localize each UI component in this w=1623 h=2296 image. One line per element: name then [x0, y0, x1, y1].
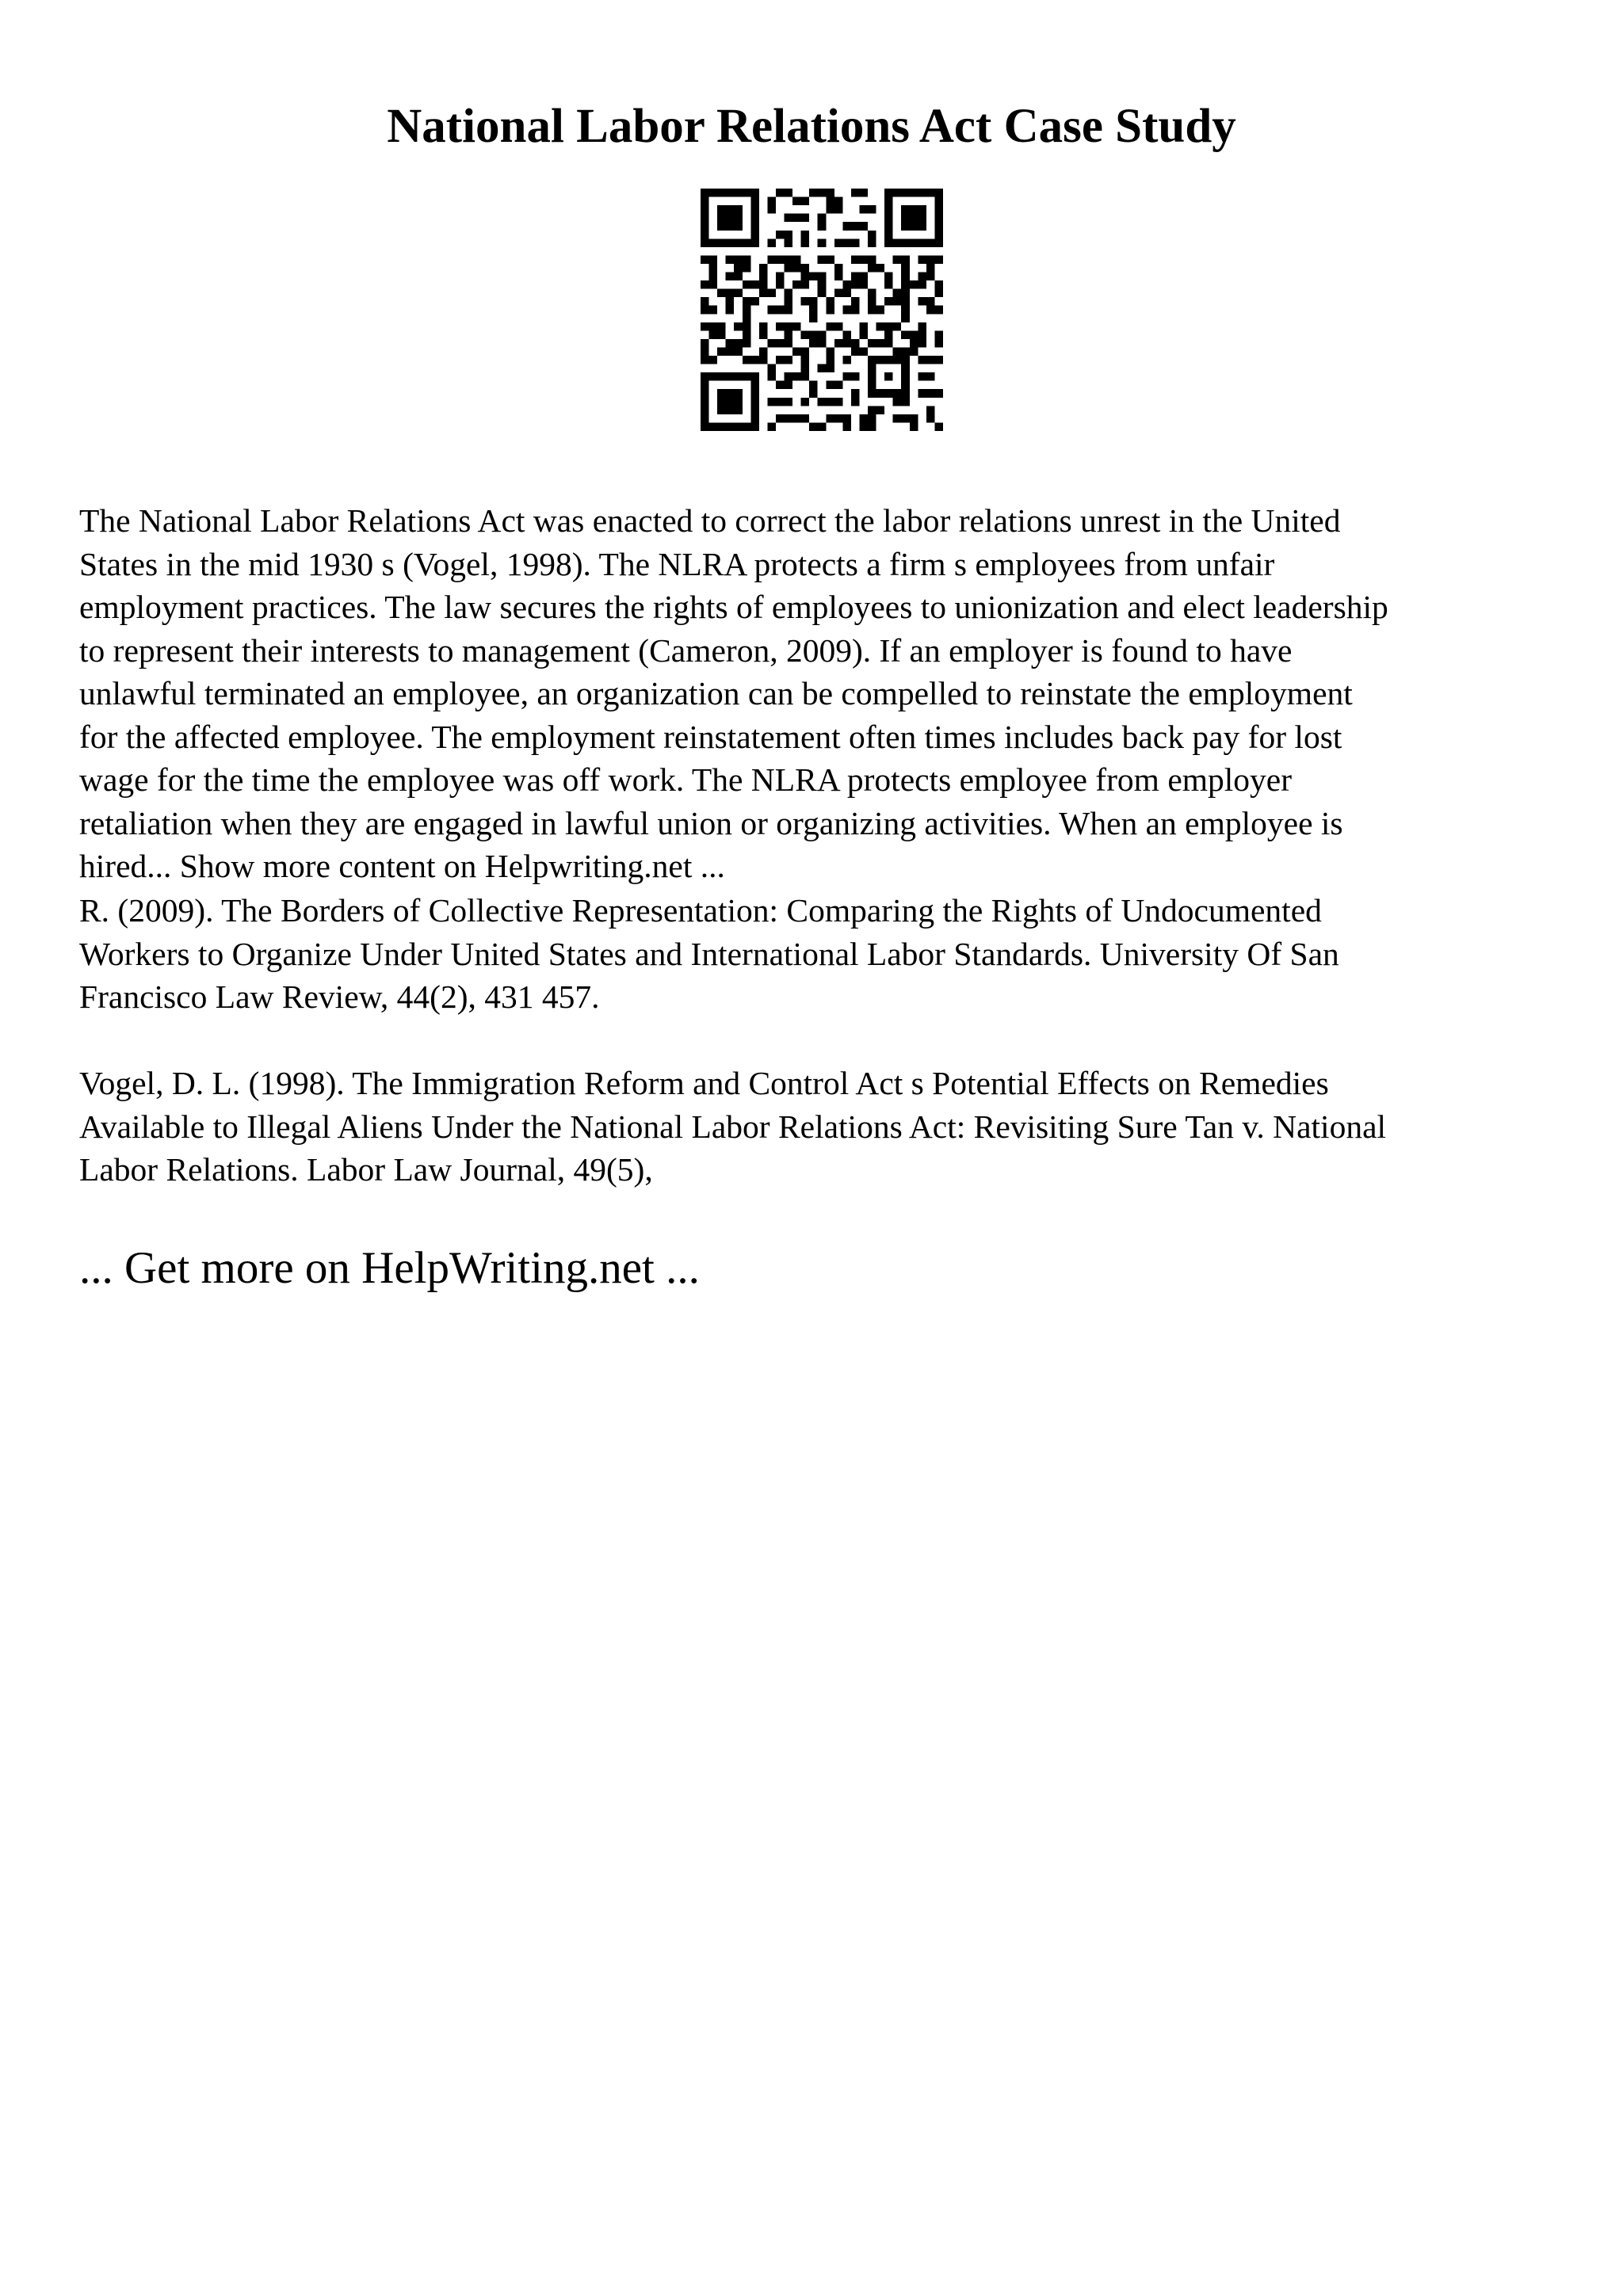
text-line: R. (2009). The Borders of Collective Representation: Comparing the Rights of Undocumented [79, 892, 1322, 929]
reference-vogel [79, 1062, 1569, 1192]
text-line: Vogel, D. L. (1998). The Immigration Reform and Control Act s Potential Effects on Remedies [79, 1065, 1329, 1101]
text-line: The National Labor Relations Act was enacted to correct the labor relations unrest in the United [79, 502, 1341, 539]
text-line: for the affected employee. The employment reinstatement often times includes back pay for lost [79, 718, 1342, 755]
main-paragraph [79, 499, 1569, 888]
text-line: employment practices. The law secures the rights of employees to unionization and elect leadership [79, 589, 1388, 625]
page-title: National Labor Relations Act Case Study [387, 100, 1236, 153]
text-line: States in the mid 1930 s (Vogel, 1998). The NLRA protects a firm s employees from unfair [79, 545, 1275, 582]
reference-cameron [79, 889, 1569, 1019]
text-line: retaliation when they are engaged in lawful union or organizing activities. When an employee is [79, 804, 1343, 841]
text-line: wage for the time the employee was off work. The NLRA protects employee from employer [79, 761, 1293, 798]
text-line: unlawful terminated an employee, an organization can be compelled to reinstate the employment [79, 675, 1353, 711]
get-more-link[interactable]: ... Get more on HelpWriting.net ... [79, 1243, 700, 1293]
text-line: to represent their interests to management (Cameron, 2009). If an employer is found to have [79, 631, 1293, 669]
text-line: Workers to Organize Under United States and International Labor Standards. University Of San [79, 935, 1339, 972]
qr-code-icon [701, 189, 943, 431]
show-more-line: hired... Show more content on Helpwriting.net ... [79, 848, 725, 884]
text-line: Available to Illegal Aliens Under the National Labor Relations Act: Revisiting Sure Tan v. National [79, 1108, 1387, 1145]
text-line: Labor Relations. Labor Law Journal, 49(5), [79, 1151, 653, 1188]
text-line: Francisco Law Review, 44(2), 431 457. [79, 978, 600, 1015]
